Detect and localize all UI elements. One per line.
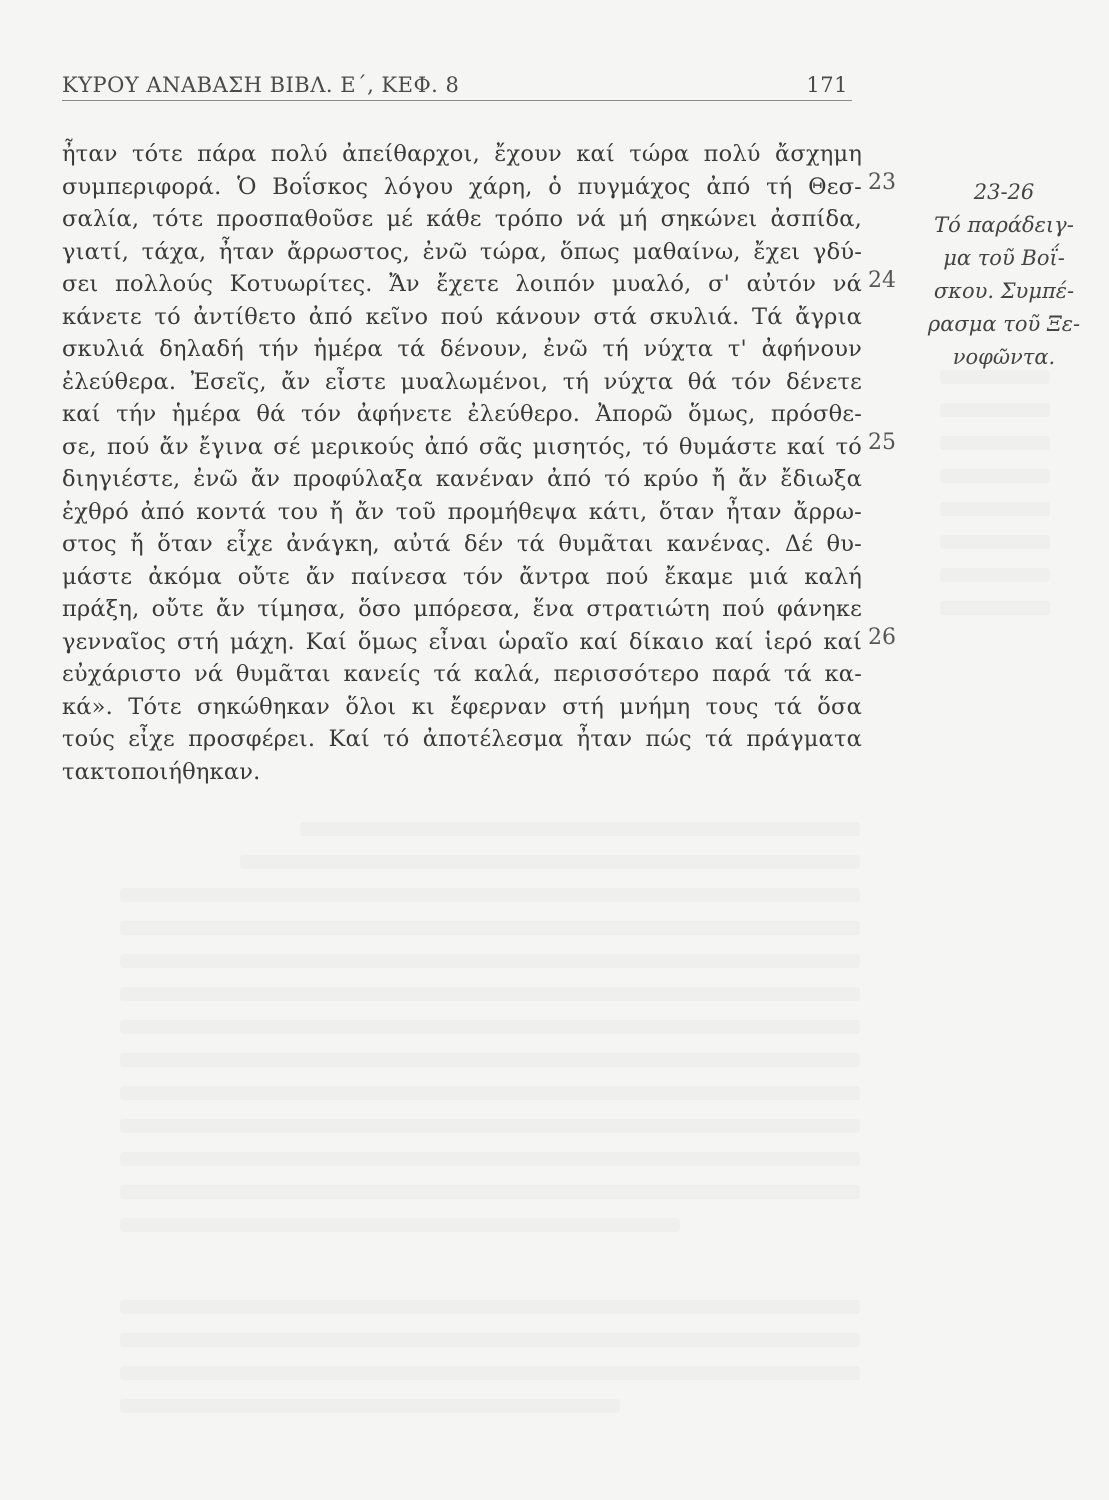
text-line: σε, πού ἄν ἔγινα σέ μερικούς ἀπό σᾶς μισητός, τό θυμάστε καί τό	[62, 433, 862, 460]
text-line: μάστε ἀκόμα οὔτε ἄν παίνεσα τόν ἄντρα πού ἔκαμε μιά καλή	[62, 563, 862, 590]
running-head-title: ΚΥΡΟΥ ΑΝΑΒΑΣΗ ΒΙΒΛ. Ε΄, ΚΕΦ. 8	[62, 73, 460, 97]
verse-number: 24	[868, 268, 896, 293]
running-head	[62, 70, 852, 101]
text-line: διηγιέστε, ἐνῶ ἄν προφύλαξα κανέναν ἀπό τό κρύο ἤ ἄν ἔδιωξα	[62, 466, 862, 492]
text-line: ἐλεύθερα. Ἐσεῖς, ἄν εἶστε μυαλωμένοι, τή νύχτα θά τόν δένετε	[62, 368, 862, 395]
margin-note	[924, 176, 1084, 374]
text-line: κάνετε τό ἀντίθετο ἀπό κεῖνο πού κάνουν στά σκυλιά. Τά ἄγρια	[62, 303, 862, 330]
text-line: ἐχθρό ἀπό κοντά του ἤ ἄν τοῦ προμήθεψα κάτι, ὅταν ἦταν ἄρρω-	[62, 498, 862, 525]
text-line: καί τήν ἡμέρα θά τόν ἀφήνετε ἐλεύθερο. Ἀπορῶ ὅμως, πρόσθε-	[62, 401, 862, 427]
text-line: πράξη, οὔτε ἄν τίμησα, ὅσο μπόρεσα, ἕνα στρατιώτη πού φάνηκε	[62, 596, 862, 622]
text-line: σαλία, τότε προσπαθοῦσε μέ κάθε τρόπο νά μή σηκώνει ἀσπίδα,	[62, 206, 862, 232]
text-line: συμπεριφορά. Ὁ Βοΐσκος λόγου χάρη, ὁ πυγμάχος ἀπό τή Θεσ-	[62, 173, 862, 200]
margin-note-line: νοφῶντα.	[952, 345, 1056, 369]
main-text-block	[62, 138, 862, 788]
text-line: κά». Τότε σηκώθηκαν ὅλοι κι ἔφερναν στή μνήμη τους τά ὅσα	[62, 693, 862, 720]
text-line: σει πολλούς Κοτυωρίτες. Ἄν ἔχετε λοιπόν μυαλό, σ' αὐτόν νά	[62, 271, 862, 297]
text-line: στος ἤ ὅταν εἶχε ἀνάγκη, αὐτά δέν τά θυμᾶται κανένας. Δέ θυ-	[62, 531, 862, 557]
text-line: γενναῖος στή μάχη. Καί ὅμως εἶναι ὡραῖο καί δίκαιο καί ἱερό καί	[62, 628, 862, 655]
margin-note-reference: 23-26	[973, 180, 1035, 204]
margin-note-line: ρασμα τοῦ Ξε-	[927, 312, 1081, 336]
text-line: γιατί, τάχα, ἦταν ἄρρωστος, ἐνῶ τώρα, ὅπως μαθαίνω, ἔχει γδύ-	[62, 238, 862, 265]
verse-number: 26	[868, 625, 896, 650]
text-line: τούς εἶχε προσφέρει. Καί τό ἀποτέλεσμα ἦταν πώς τά πράγματα	[62, 726, 862, 752]
verse-number: 25	[868, 430, 896, 455]
text-line: σκυλιά δηλαδή τήν ἡμέρα τά δένουν, ἐνῶ τή νύχτα τ' ἀφήνουν	[62, 336, 862, 362]
margin-note-line: μα τοῦ Βοΐ-	[943, 246, 1065, 270]
text-line: τακτοποιήθηκαν.	[62, 758, 261, 785]
text-line: ἦταν τότε πάρα πολύ ἀπείθαρχοι, ἔχουν καί τώρα πολύ ἄσχημη	[62, 141, 862, 167]
verse-number: 23	[868, 170, 896, 195]
text-line: εὐχάριστο νά θυμᾶται κανείς τά καλά, περισσότερο παρά τά κα-	[62, 661, 862, 687]
margin-note-line: σκου. Συμπέ-	[933, 279, 1075, 303]
margin-note-line: Τό παράδειγ-	[934, 213, 1074, 237]
page-number: 171	[806, 73, 848, 97]
